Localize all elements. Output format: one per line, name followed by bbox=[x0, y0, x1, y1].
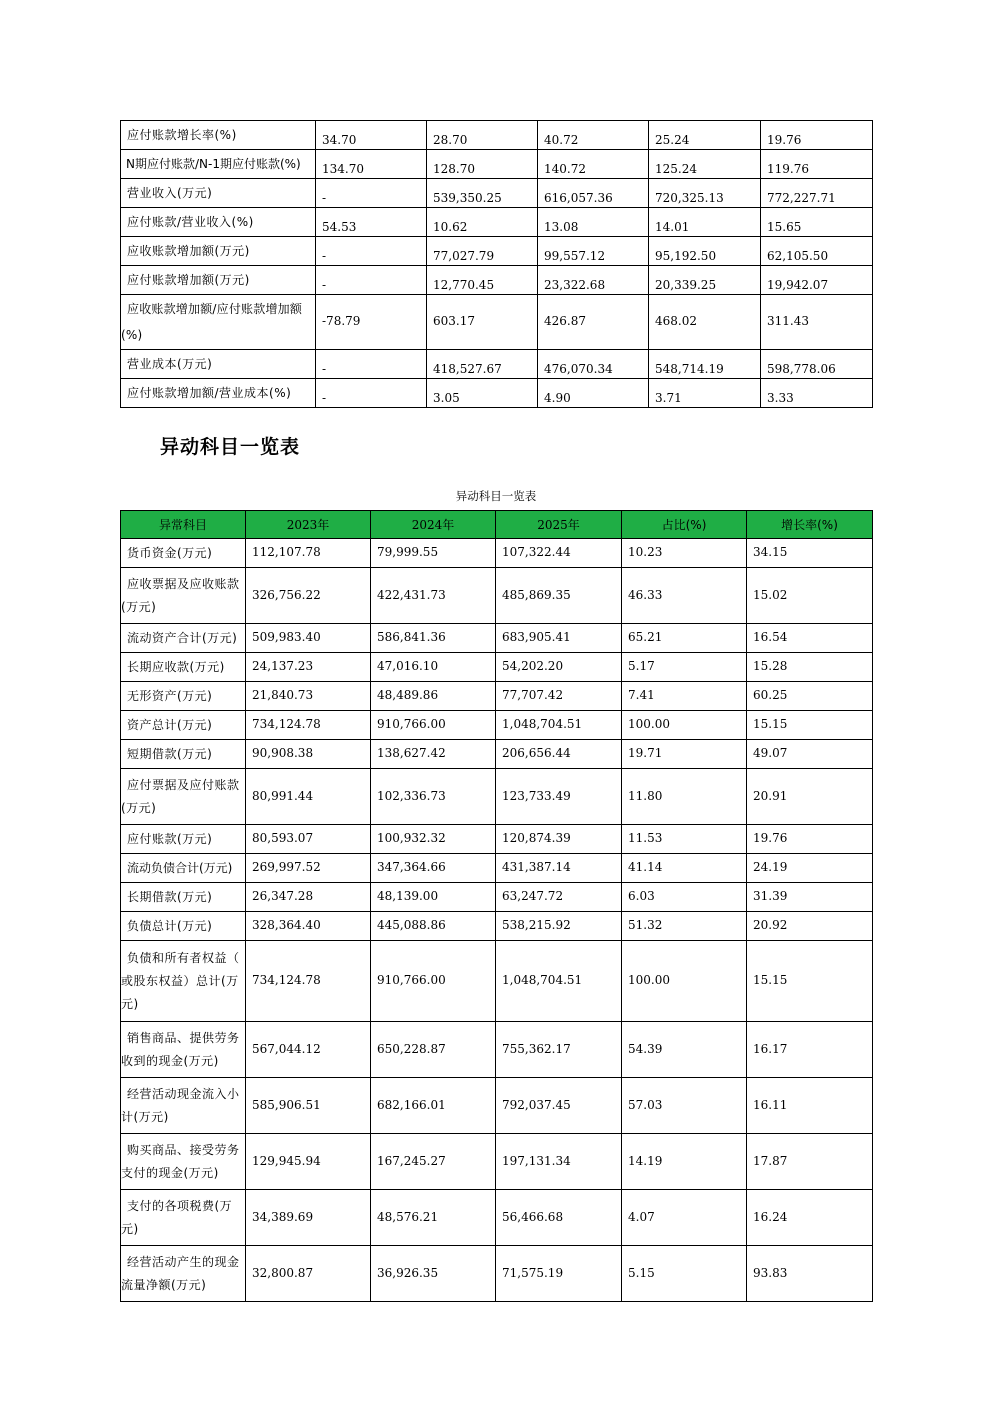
table-row bbox=[121, 237, 873, 266]
cell: 54,202.20 bbox=[496, 653, 622, 682]
row-label bbox=[121, 568, 246, 624]
cell: 792,037.45 bbox=[496, 1078, 622, 1134]
row-label-line: 计(万元) bbox=[121, 1109, 169, 1124]
row-label bbox=[121, 1246, 246, 1302]
row-label: 应付账款/营业收入(%) bbox=[121, 208, 316, 237]
cell: -78.79 bbox=[316, 295, 427, 350]
table-row bbox=[121, 769, 873, 825]
cell: 418,527.67 bbox=[427, 350, 538, 379]
cell: 539,350.25 bbox=[427, 179, 538, 208]
cell: - bbox=[316, 179, 427, 208]
cell: 734,124.78 bbox=[246, 941, 371, 1022]
cell: 15.02 bbox=[747, 568, 873, 624]
cell: 100.00 bbox=[622, 941, 747, 1022]
table-row bbox=[121, 539, 873, 568]
cell: 62,105.50 bbox=[761, 237, 873, 266]
table-row bbox=[121, 208, 873, 237]
row-label: 流动资产合计(万元) bbox=[121, 624, 246, 653]
cell: 10.23 bbox=[622, 539, 747, 568]
row-label-line: 负债和所有者权益（ bbox=[127, 950, 240, 965]
cell: 57.03 bbox=[622, 1078, 747, 1134]
cell: 4.07 bbox=[622, 1190, 747, 1246]
row-label-line: 或股东权益）总计(万 bbox=[121, 973, 239, 988]
cell: 445,088.86 bbox=[371, 912, 496, 941]
table-row bbox=[121, 1078, 873, 1134]
cell: - bbox=[316, 266, 427, 295]
cell: 13.08 bbox=[538, 208, 649, 237]
cell: 683,905.41 bbox=[496, 624, 622, 653]
cell: 20,339.25 bbox=[649, 266, 761, 295]
cell: 138,627.42 bbox=[371, 740, 496, 769]
cell: 125.24 bbox=[649, 150, 761, 179]
row-label-line: (%) bbox=[121, 328, 143, 342]
row-label-line: 购买商品、接受劳务 bbox=[127, 1142, 240, 1157]
cell: 32,800.87 bbox=[246, 1246, 371, 1302]
cell: 40.72 bbox=[538, 121, 649, 150]
cell: 616,057.36 bbox=[538, 179, 649, 208]
cell: 585,906.51 bbox=[246, 1078, 371, 1134]
cell: 95,192.50 bbox=[649, 237, 761, 266]
cell: 11.80 bbox=[622, 769, 747, 825]
cell: 755,362.17 bbox=[496, 1022, 622, 1078]
cell: 3.05 bbox=[427, 379, 538, 408]
cell: 328,364.40 bbox=[246, 912, 371, 941]
cell: 77,027.79 bbox=[427, 237, 538, 266]
table-row bbox=[121, 1190, 873, 1246]
cell: 34.15 bbox=[747, 539, 873, 568]
column-header: 增长率(%) bbox=[747, 511, 873, 539]
cell: 19.76 bbox=[761, 121, 873, 150]
table-row bbox=[121, 941, 873, 1022]
cell: 21,840.73 bbox=[246, 682, 371, 711]
row-label: 应付账款(万元) bbox=[121, 825, 246, 854]
cell: 48,489.86 bbox=[371, 682, 496, 711]
row-label-line: 应收票据及应收账款 bbox=[127, 576, 240, 591]
table-row bbox=[121, 295, 873, 350]
cell: 129,945.94 bbox=[246, 1134, 371, 1190]
cell: 1,048,704.51 bbox=[496, 711, 622, 740]
row-label: 负债总计(万元) bbox=[121, 912, 246, 941]
cell: 422,431.73 bbox=[371, 568, 496, 624]
row-label bbox=[121, 1190, 246, 1246]
row-label: 货币资金(万元) bbox=[121, 539, 246, 568]
cell: 206,656.44 bbox=[496, 740, 622, 769]
cell: 538,215.92 bbox=[496, 912, 622, 941]
cell: 28.70 bbox=[427, 121, 538, 150]
row-label bbox=[121, 769, 246, 825]
row-label: 应付账款增加额/营业成本(%) bbox=[121, 379, 316, 408]
cell: 347,364.66 bbox=[371, 854, 496, 883]
cell: 134.70 bbox=[316, 150, 427, 179]
cell: 603.17 bbox=[427, 295, 538, 350]
row-label-line: 流量净额(万元) bbox=[121, 1277, 207, 1292]
cell: 60.25 bbox=[747, 682, 873, 711]
row-label bbox=[121, 941, 246, 1022]
cell: 26,347.28 bbox=[246, 883, 371, 912]
cell: 910,766.00 bbox=[371, 711, 496, 740]
cell: 11.53 bbox=[622, 825, 747, 854]
cell: 3.33 bbox=[761, 379, 873, 408]
cell: 56,466.68 bbox=[496, 1190, 622, 1246]
row-label-line: 支付的各项税费(万 bbox=[127, 1198, 233, 1213]
cell: 49.07 bbox=[747, 740, 873, 769]
row-label bbox=[121, 295, 316, 350]
cell: 16.54 bbox=[747, 624, 873, 653]
table-row bbox=[121, 350, 873, 379]
cell: 102,336.73 bbox=[371, 769, 496, 825]
cell: 485,869.35 bbox=[496, 568, 622, 624]
column-header: 2024年 bbox=[371, 511, 496, 539]
cell: 1,048,704.51 bbox=[496, 941, 622, 1022]
row-label-line: 经营活动产生的现金 bbox=[127, 1254, 240, 1269]
row-label-line: 元) bbox=[121, 996, 139, 1011]
row-label: 短期借款(万元) bbox=[121, 740, 246, 769]
cell: 14.01 bbox=[649, 208, 761, 237]
cell: 15.15 bbox=[747, 711, 873, 740]
cell: 14.19 bbox=[622, 1134, 747, 1190]
row-label: 无形资产(万元) bbox=[121, 682, 246, 711]
cell: 682,166.01 bbox=[371, 1078, 496, 1134]
row-label-line: 应付票据及应付账款 bbox=[127, 777, 240, 792]
row-label: 资产总计(万元) bbox=[121, 711, 246, 740]
cell: 123,733.49 bbox=[496, 769, 622, 825]
cell: 54.39 bbox=[622, 1022, 747, 1078]
cell: 100,932.32 bbox=[371, 825, 496, 854]
cell: 80,593.07 bbox=[246, 825, 371, 854]
cell: 48,139.00 bbox=[371, 883, 496, 912]
cell: 48,576.21 bbox=[371, 1190, 496, 1246]
table-row bbox=[121, 179, 873, 208]
cell: 46.33 bbox=[622, 568, 747, 624]
section-heading: 异动科目一览表 bbox=[160, 436, 301, 458]
table-caption: 异动科目一览表 bbox=[455, 489, 537, 503]
cell: 910,766.00 bbox=[371, 941, 496, 1022]
cell: 54.53 bbox=[316, 208, 427, 237]
row-label-line: 销售商品、提供劳务 bbox=[127, 1030, 240, 1045]
row-label-line: 元) bbox=[121, 1221, 139, 1236]
row-label: 长期应收款(万元) bbox=[121, 653, 246, 682]
table-row bbox=[121, 883, 873, 912]
table-row bbox=[121, 854, 873, 883]
abnormal-items-table bbox=[120, 510, 873, 1302]
cell: 93.83 bbox=[747, 1246, 873, 1302]
cell: 120,874.39 bbox=[496, 825, 622, 854]
cell: - bbox=[316, 379, 427, 408]
cell: 650,228.87 bbox=[371, 1022, 496, 1078]
cell: 99,557.12 bbox=[538, 237, 649, 266]
cell: 34.70 bbox=[316, 121, 427, 150]
table-row bbox=[121, 653, 873, 682]
cell: 19.71 bbox=[622, 740, 747, 769]
table-row bbox=[121, 1134, 873, 1190]
cell: 586,841.36 bbox=[371, 624, 496, 653]
cell: 7.41 bbox=[622, 682, 747, 711]
row-label: 流动负债合计(万元) bbox=[121, 854, 246, 883]
cell: 16.11 bbox=[747, 1078, 873, 1134]
row-label: 应付账款增长率(%) bbox=[121, 121, 316, 150]
cell: 19.76 bbox=[747, 825, 873, 854]
cell: 100.00 bbox=[622, 711, 747, 740]
row-label-line: 经营活动现金流入小 bbox=[127, 1086, 240, 1101]
row-label-line: 支付的现金(万元) bbox=[121, 1165, 219, 1180]
cell: - bbox=[316, 350, 427, 379]
table-row bbox=[121, 711, 873, 740]
cell: 16.24 bbox=[747, 1190, 873, 1246]
cell: 548,714.19 bbox=[649, 350, 761, 379]
cell: 167,245.27 bbox=[371, 1134, 496, 1190]
row-label-line: (万元) bbox=[121, 599, 157, 614]
cell: 25.24 bbox=[649, 121, 761, 150]
cell: 326,756.22 bbox=[246, 568, 371, 624]
table-row bbox=[121, 379, 873, 408]
cell: 772,227.71 bbox=[761, 179, 873, 208]
cell: 311.43 bbox=[761, 295, 873, 350]
row-label-line: (万元) bbox=[121, 800, 157, 815]
cell: 140.72 bbox=[538, 150, 649, 179]
cell: 47,016.10 bbox=[371, 653, 496, 682]
table-row bbox=[121, 624, 873, 653]
table-row bbox=[121, 1022, 873, 1078]
row-label bbox=[121, 1134, 246, 1190]
cell: 90,908.38 bbox=[246, 740, 371, 769]
cell: 10.62 bbox=[427, 208, 538, 237]
cell: 24.19 bbox=[747, 854, 873, 883]
cell: 71,575.19 bbox=[496, 1246, 622, 1302]
row-label bbox=[121, 1078, 246, 1134]
cell: 720,325.13 bbox=[649, 179, 761, 208]
cell: 19,942.07 bbox=[761, 266, 873, 295]
cell: 16.17 bbox=[747, 1022, 873, 1078]
cell: 476,070.34 bbox=[538, 350, 649, 379]
row-label: 应收账款增加额(万元) bbox=[121, 237, 316, 266]
cell: 431,387.14 bbox=[496, 854, 622, 883]
cell: 734,124.78 bbox=[246, 711, 371, 740]
cell: 65.21 bbox=[622, 624, 747, 653]
cell: 51.32 bbox=[622, 912, 747, 941]
table-row bbox=[121, 266, 873, 295]
table-header-row bbox=[121, 511, 873, 539]
cell: 12,770.45 bbox=[427, 266, 538, 295]
cell: 23,322.68 bbox=[538, 266, 649, 295]
cell: 24,137.23 bbox=[246, 653, 371, 682]
table-row bbox=[121, 912, 873, 941]
row-label-line: 应收账款增加额/应付账款增加额 bbox=[127, 302, 303, 316]
table-row bbox=[121, 1246, 873, 1302]
cell: 509,983.40 bbox=[246, 624, 371, 653]
cell: 20.91 bbox=[747, 769, 873, 825]
column-header: 2025年 bbox=[496, 511, 622, 539]
row-label: 应付账款增加额(万元) bbox=[121, 266, 316, 295]
cell: 80,991.44 bbox=[246, 769, 371, 825]
cell: 15.28 bbox=[747, 653, 873, 682]
cell: 5.17 bbox=[622, 653, 747, 682]
cell: 17.87 bbox=[747, 1134, 873, 1190]
cell: 598,778.06 bbox=[761, 350, 873, 379]
table-row bbox=[121, 150, 873, 179]
table-row bbox=[121, 825, 873, 854]
row-label: 营业收入(万元) bbox=[121, 179, 316, 208]
table-row bbox=[121, 568, 873, 624]
column-header: 占比(%) bbox=[622, 511, 747, 539]
cell: 31.39 bbox=[747, 883, 873, 912]
cell: 36,926.35 bbox=[371, 1246, 496, 1302]
cell: 426.87 bbox=[538, 295, 649, 350]
cell: 15.65 bbox=[761, 208, 873, 237]
cell: 4.90 bbox=[538, 379, 649, 408]
cell: 79,999.55 bbox=[371, 539, 496, 568]
row-label-line: 收到的现金(万元) bbox=[121, 1053, 219, 1068]
row-label: 营业成本(万元) bbox=[121, 350, 316, 379]
cell: 269,997.52 bbox=[246, 854, 371, 883]
column-header: 异常科目 bbox=[121, 511, 246, 539]
cell: 197,131.34 bbox=[496, 1134, 622, 1190]
cell: 567,044.12 bbox=[246, 1022, 371, 1078]
table-row bbox=[121, 121, 873, 150]
cell: 119.76 bbox=[761, 150, 873, 179]
cell: 77,707.42 bbox=[496, 682, 622, 711]
cell: 112,107.78 bbox=[246, 539, 371, 568]
cell: - bbox=[316, 237, 427, 266]
table-row bbox=[121, 682, 873, 711]
cell: 34,389.69 bbox=[246, 1190, 371, 1246]
cell: 468.02 bbox=[649, 295, 761, 350]
cell: 63,247.72 bbox=[496, 883, 622, 912]
cell: 6.03 bbox=[622, 883, 747, 912]
cell: 3.71 bbox=[649, 379, 761, 408]
row-label bbox=[121, 1022, 246, 1078]
row-label: N期应付账款/N-1期应付账款(%) bbox=[121, 150, 316, 179]
column-header: 2023年 bbox=[246, 511, 371, 539]
cell: 15.15 bbox=[747, 941, 873, 1022]
cell: 20.92 bbox=[747, 912, 873, 941]
payables-ratio-table bbox=[120, 120, 873, 408]
table-row bbox=[121, 740, 873, 769]
row-label: 长期借款(万元) bbox=[121, 883, 246, 912]
cell: 5.15 bbox=[622, 1246, 747, 1302]
cell: 128.70 bbox=[427, 150, 538, 179]
cell: 41.14 bbox=[622, 854, 747, 883]
cell: 107,322.44 bbox=[496, 539, 622, 568]
